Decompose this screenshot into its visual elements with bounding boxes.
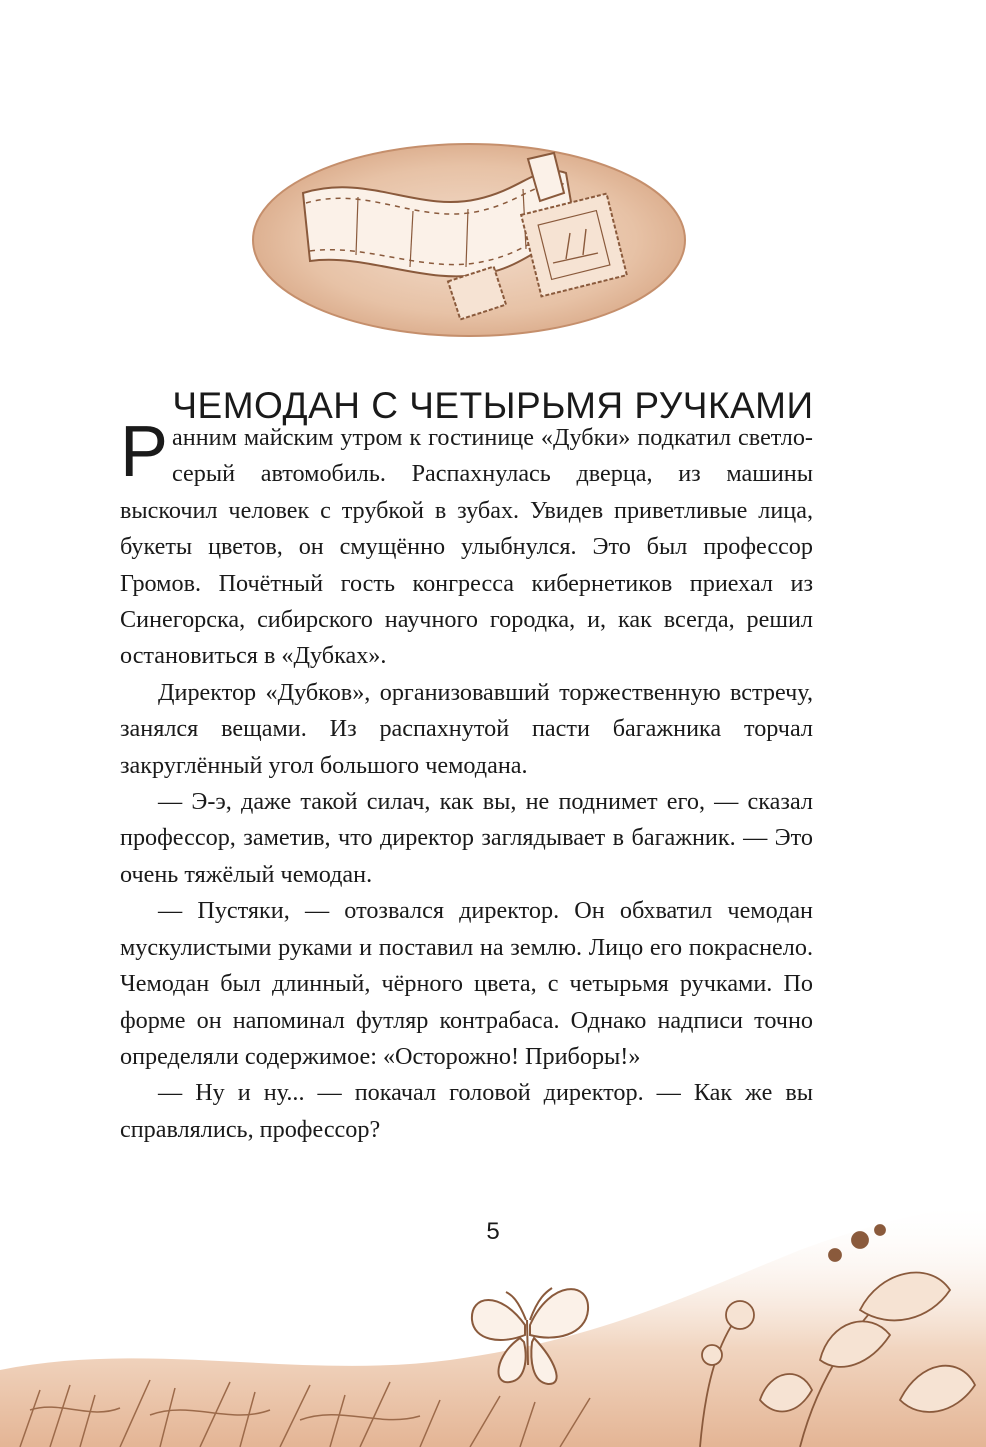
paragraph-1-text: анним майским утром к гостинице «Дубки» подкатил светло-серый автомобиль. Распахнулась дверца, из машины выскочил человек с трубкой в зубах. Увидев приветливые лица, букеты цветов, он смущённо улыбнулся. Это был профессор Громов. Почётный гость конгресса кибернетиков приехал из Синегорска, сибирского научного городка, и, как всегда, решил остановиться в «Дубках». (120, 424, 813, 670)
paragraph-2: Директор «Дубков», организовавший торжественную встречу, занялся вещами. Из распахнутой пасти багажника торчал закруглённый угол большого чемодана. (120, 678, 813, 779)
drop-cap: Р (120, 412, 169, 492)
page-number: 5 (486, 1218, 500, 1245)
paragraph-1 (120, 412, 813, 675)
footer-illustration (0, 1170, 986, 1447)
paragraph-4: — Пустяки, — отозвался директор. Он обхватил чемодан мускулистыми руками и поставил на землю. Лицо его покраснело. Чемодан был длинный, чёрного цвета, с четырьмя ручками. По форме он напоминал футляр контрабаса. Однако надписи точно определяли содержимое: «Осторожно! Приборы!» (120, 897, 813, 1070)
paragraph-3: — Э-э, даже такой силач, как вы, не поднимет его, — сказал профессор, заметив, что директор заглядывает в багажник. — Это очень тяжёлый чемодан. (120, 788, 813, 888)
chapter-text (120, 412, 813, 1148)
header-illustration (248, 133, 690, 347)
paragraph-5: — Ну и ну... — покачал головой директор. — Как же вы справлялись, профессор? (120, 1079, 813, 1143)
chapter-title: ЧЕМОДАН С ЧЕТЫРЬМЯ РУЧКАМИ (172, 384, 814, 426)
